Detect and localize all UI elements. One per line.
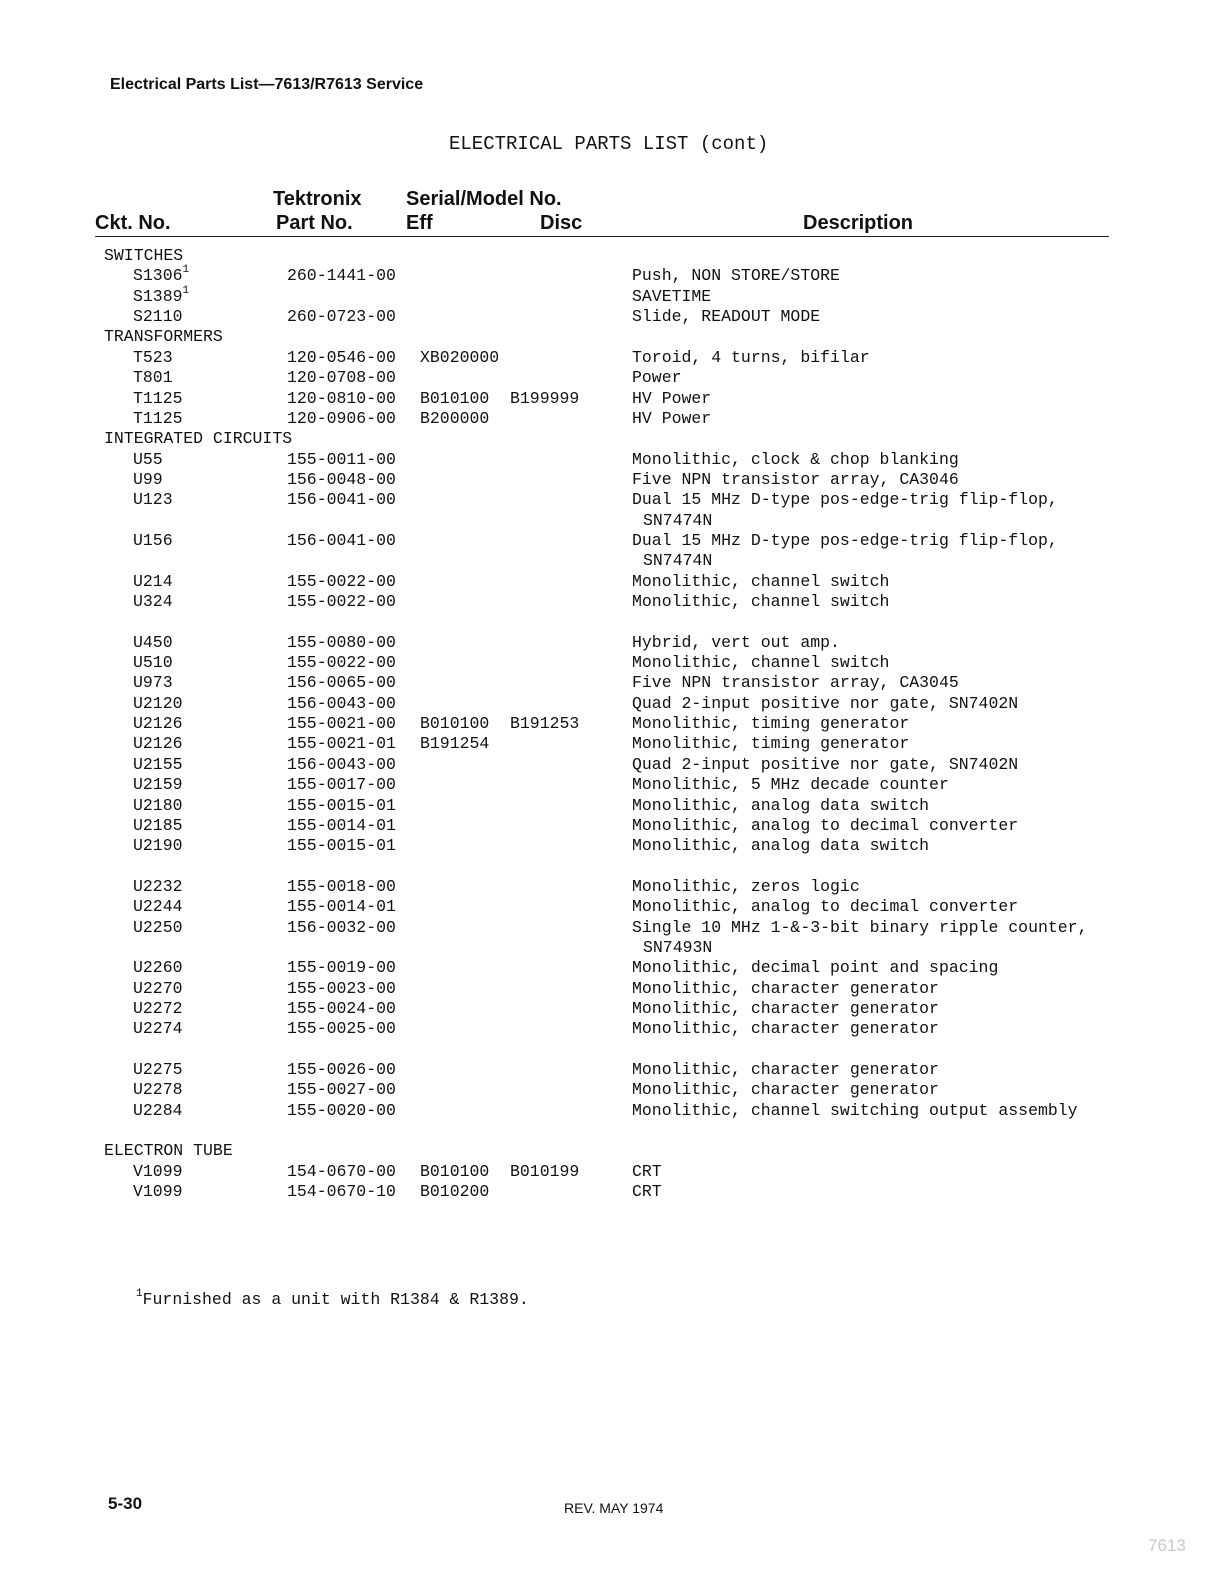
- ckt-no: [133, 450, 163, 469]
- part-no: 156-0048-00: [287, 469, 396, 489]
- table-row: [0, 1040, 1224, 1060]
- table-row: [0, 284, 1224, 307]
- col-header-part-no: Part No.: [276, 212, 353, 234]
- ckt-no-text: U123: [133, 490, 173, 510]
- ckt-no: [133, 348, 173, 367]
- serial-disc: B191253: [510, 714, 580, 733]
- description-continued: SN7493N: [643, 937, 713, 957]
- ckt-no-text: U99: [133, 469, 163, 489]
- description: Monolithic, analog to decimal converter: [632, 897, 1019, 917]
- ckt-no-text: U2126: [133, 734, 183, 754]
- table-row: [0, 450, 1224, 470]
- ckt-no-text: U55: [133, 449, 163, 469]
- table-row: [0, 734, 1224, 754]
- footnote-ref: 1: [182, 284, 190, 297]
- part-no: 155-0022-00: [287, 571, 396, 591]
- part-no: 155-0011-00: [287, 449, 396, 469]
- table-row: [0, 938, 1224, 958]
- ckt-no: [133, 755, 183, 774]
- table-row: [0, 389, 1224, 409]
- table-row: [0, 551, 1224, 571]
- ckt-no-text: S1306: [133, 266, 183, 286]
- ckt-no: [133, 918, 183, 937]
- table-row: [0, 958, 1224, 978]
- description: Monolithic, channel switch: [632, 571, 890, 591]
- col-header-eff: Eff: [406, 212, 433, 234]
- description: Monolithic, decimal point and spacing: [632, 958, 999, 978]
- ckt-no-text: U2120: [133, 693, 183, 713]
- description: HV Power: [632, 388, 712, 408]
- description: Monolithic, character generator: [632, 978, 939, 998]
- table-row: [0, 572, 1224, 592]
- part-no: 154-0670-10: [287, 1182, 396, 1202]
- col-header-ckt: Ckt. No.: [95, 212, 171, 234]
- ckt-no-text: U2272: [133, 999, 183, 1018]
- description: CRT: [632, 1161, 662, 1181]
- ckt-no: [133, 284, 190, 306]
- table-row: [0, 368, 1224, 388]
- table-row: [0, 816, 1224, 836]
- ckt-no: [133, 653, 173, 672]
- ckt-no: [133, 409, 183, 428]
- description: Monolithic, analog to decimal converter: [632, 815, 1019, 835]
- ckt-no: [133, 531, 173, 550]
- ckt-no-text: U2155: [133, 754, 183, 774]
- part-no: 155-0014-01: [287, 815, 396, 835]
- section-heading: TRANSFORMERS: [104, 327, 223, 347]
- serial-eff: B010100: [420, 388, 490, 408]
- description-continued: SN7474N: [643, 510, 713, 530]
- description: Power: [632, 368, 682, 388]
- ckt-no: [133, 836, 183, 855]
- ckt-no: [133, 999, 183, 1018]
- description: Single 10 MHz 1-&-3-bit binary ripple counter,: [632, 917, 1088, 937]
- table-row: [0, 755, 1224, 775]
- ckt-no: [133, 979, 183, 998]
- table-row: [0, 979, 1224, 999]
- description: Monolithic, timing generator: [632, 734, 910, 754]
- part-no: 155-0025-00: [287, 1019, 396, 1039]
- table-row: [0, 1019, 1224, 1039]
- table-row: [0, 266, 1224, 286]
- part-no: 156-0032-00: [287, 917, 396, 937]
- description: Dual 15 MHz D-type pos-edge-trig flip-flop,: [632, 530, 1058, 550]
- ckt-no-text: S2110: [133, 307, 183, 327]
- ckt-no-text: U2159: [133, 775, 183, 795]
- col-header-description: Description: [803, 212, 914, 234]
- ckt-no-text: U2284: [133, 1100, 183, 1120]
- ckt-no: [133, 897, 183, 916]
- description: SAVETIME: [632, 286, 712, 306]
- description: Five NPN transistor array, CA3046: [632, 469, 959, 489]
- part-no: 156-0041-00: [287, 530, 396, 550]
- ckt-no-text: U156: [133, 530, 173, 550]
- ckt-no: [133, 958, 183, 977]
- serial-disc: B199999: [510, 388, 580, 408]
- part-no: 155-0021-01: [287, 734, 396, 754]
- section-heading-row: [0, 246, 1224, 266]
- ckt-no: [133, 368, 173, 387]
- description: Monolithic, analog data switch: [632, 795, 930, 815]
- ckt-no-text: T1125: [133, 408, 183, 428]
- ckt-no-text: U2232: [133, 876, 183, 896]
- description: Monolithic, character generator: [632, 999, 939, 1018]
- table-row: [0, 470, 1224, 490]
- ckt-no: [133, 673, 173, 692]
- description: Monolithic, channel switching output assembly: [632, 1100, 1078, 1120]
- part-no: 155-0023-00: [287, 978, 396, 998]
- description: Push, NON STORE/STORE: [632, 266, 840, 286]
- section-heading: ELECTRON TUBE: [104, 1141, 233, 1161]
- ckt-no-text: U2278: [133, 1080, 183, 1100]
- ckt-no: [133, 1019, 183, 1038]
- page-number: 5-30: [108, 1494, 143, 1513]
- ckt-no: [133, 266, 189, 285]
- section-heading: SWITCHES: [104, 246, 184, 265]
- table-row: [0, 511, 1224, 531]
- serial-eff: B010100: [420, 714, 490, 733]
- part-no: 120-0906-00: [287, 408, 396, 428]
- col-header-tektronix: Tektronix: [273, 188, 362, 210]
- ckt-no: [133, 1182, 183, 1201]
- table-row: [0, 673, 1224, 693]
- description: HV Power: [632, 408, 712, 428]
- col-header-disc: Disc: [540, 212, 583, 234]
- table-row: [0, 409, 1224, 429]
- part-no: 156-0043-00: [287, 754, 396, 774]
- ckt-no-text: U2185: [133, 815, 183, 835]
- section-heading: INTEGRATED CIRCUITS: [104, 429, 293, 449]
- ckt-no: [133, 389, 183, 408]
- part-no: 155-0020-00: [287, 1100, 396, 1120]
- description: Monolithic, timing generator: [632, 714, 910, 733]
- description: Monolithic, character generator: [632, 1019, 939, 1039]
- table-row: [0, 1162, 1224, 1182]
- ckt-no-text: V1099: [133, 1161, 183, 1181]
- part-no: 155-0080-00: [287, 632, 396, 652]
- description: Monolithic, channel switch: [632, 653, 890, 672]
- footnote-ref: 1: [182, 264, 190, 277]
- table-row: [0, 1121, 1224, 1141]
- part-no: 155-0019-00: [287, 958, 396, 978]
- serial-eff: XB020000: [420, 347, 500, 367]
- ckt-no: [133, 1060, 183, 1079]
- part-no: 120-0546-00: [287, 347, 396, 367]
- part-no: 155-0021-00: [287, 714, 396, 733]
- serial-eff: B200000: [420, 408, 490, 428]
- part-no: 260-1441-00: [287, 266, 396, 286]
- ckt-no-text: U2270: [133, 978, 183, 998]
- description: CRT: [632, 1182, 662, 1202]
- ckt-no: [133, 470, 163, 489]
- ckt-no-text: U2250: [133, 917, 183, 937]
- table-row: [0, 490, 1224, 510]
- ckt-no: [133, 1080, 183, 1099]
- ckt-no-text: T523: [133, 347, 173, 367]
- table-row: [0, 307, 1224, 327]
- description: Monolithic, zeros logic: [632, 876, 860, 896]
- col-header-serial: Serial/Model No.: [406, 188, 562, 210]
- ckt-no-text: U510: [133, 653, 173, 672]
- description: Quad 2-input positive nor gate, SN7402N: [632, 754, 1019, 774]
- ckt-no: [133, 572, 173, 591]
- part-no: 155-0026-00: [287, 1060, 396, 1079]
- description: Monolithic, analog data switch: [632, 836, 930, 856]
- description: Monolithic, character generator: [632, 1060, 939, 1079]
- table-row: [0, 348, 1224, 368]
- table-row: [0, 714, 1224, 734]
- serial-eff: B010100: [420, 1161, 490, 1181]
- table-row: [0, 1101, 1224, 1121]
- description: Five NPN transistor array, CA3045: [632, 673, 959, 693]
- table-row: [0, 877, 1224, 897]
- section-heading-row: [0, 1141, 1224, 1161]
- ckt-no: [133, 490, 173, 509]
- part-no: 156-0065-00: [287, 673, 396, 693]
- table-row: [0, 531, 1224, 551]
- ckt-no-text: U450: [133, 632, 173, 652]
- ckt-no: [133, 1162, 183, 1181]
- serial-disc: B010199: [510, 1161, 580, 1181]
- ckt-no-text: S1389: [133, 286, 183, 306]
- list-title: ELECTRICAL PARTS LIST (cont): [449, 133, 769, 155]
- table-row: [0, 796, 1224, 816]
- part-no: 155-0015-01: [287, 836, 396, 856]
- ckt-no-text: U324: [133, 592, 173, 611]
- part-no: 156-0041-00: [287, 490, 396, 510]
- footnote-text: Furnished as a unit with R1384 & R1389.: [142, 1290, 529, 1309]
- table-row: [0, 836, 1224, 856]
- table-row: [0, 857, 1224, 877]
- serial-eff: B010200: [420, 1182, 490, 1202]
- ckt-no-text: U2274: [133, 1019, 183, 1039]
- ckt-no-text: U973: [133, 673, 173, 693]
- ckt-no: [133, 796, 183, 815]
- watermark: 7613: [1148, 1536, 1186, 1555]
- serial-eff: B191254: [420, 734, 490, 754]
- ckt-no-text: U2244: [133, 897, 183, 917]
- ckt-no-text: U2126: [133, 714, 183, 733]
- table-row: [0, 1182, 1224, 1202]
- description: Hybrid, vert out amp.: [632, 632, 840, 652]
- table-row: [0, 633, 1224, 653]
- description: Toroid, 4 turns, bifilar: [632, 347, 870, 367]
- ckt-no: [133, 775, 183, 794]
- ckt-no-text: U214: [133, 571, 173, 591]
- part-no: 155-0017-00: [287, 775, 396, 795]
- table-row: [0, 897, 1224, 917]
- ckt-no: [133, 734, 183, 753]
- footnote: [136, 1290, 529, 1309]
- part-no: 155-0022-00: [287, 653, 396, 672]
- ckt-no-text: T1125: [133, 388, 183, 408]
- table-row: [0, 653, 1224, 673]
- table-row: [0, 775, 1224, 795]
- part-no: 120-0810-00: [287, 388, 396, 408]
- ckt-no: [133, 694, 183, 713]
- table-row: [0, 1060, 1224, 1080]
- footnote-mark: 1: [136, 1288, 143, 1300]
- part-no: 155-0024-00: [287, 999, 396, 1018]
- part-no: 156-0043-00: [287, 693, 396, 713]
- ckt-no-text: U2180: [133, 795, 183, 815]
- part-no: 155-0018-00: [287, 876, 396, 896]
- part-no: 155-0022-00: [287, 592, 396, 611]
- description: Quad 2-input positive nor gate, SN7402N: [632, 693, 1019, 713]
- description-continued: SN7474N: [643, 551, 713, 571]
- ckt-no: [133, 1101, 183, 1120]
- ckt-no: [133, 307, 183, 326]
- description: Monolithic, channel switch: [632, 592, 890, 611]
- description: Monolithic, clock & chop blanking: [632, 449, 959, 469]
- part-no: 260-0723-00: [287, 307, 396, 327]
- ckt-no-text: V1099: [133, 1182, 183, 1202]
- description: Dual 15 MHz D-type pos-edge-trig flip-flop,: [632, 490, 1058, 510]
- part-no: 155-0027-00: [287, 1080, 396, 1100]
- ckt-no: [133, 633, 173, 652]
- description: Monolithic, character generator: [632, 1080, 939, 1100]
- table-row: [0, 592, 1224, 612]
- table-row: [0, 918, 1224, 938]
- ckt-no: [133, 592, 173, 611]
- revision-date: REV. MAY 1974: [564, 1500, 664, 1516]
- part-no: 154-0670-00: [287, 1161, 396, 1181]
- ckt-no: [133, 714, 183, 733]
- description: Slide, READOUT MODE: [632, 307, 821, 327]
- header-rule: [95, 236, 1109, 237]
- part-no: 120-0708-00: [287, 368, 396, 388]
- part-no: 155-0015-01: [287, 795, 396, 815]
- ckt-no-text: U2260: [133, 958, 183, 978]
- ckt-no-text: U2275: [133, 1060, 183, 1079]
- ckt-no-text: T801: [133, 368, 173, 388]
- part-no: 155-0014-01: [287, 897, 396, 917]
- table-row: [0, 612, 1224, 632]
- running-header: Electrical Parts List—7613/R7613 Service: [110, 76, 424, 93]
- table-row: [0, 1080, 1224, 1100]
- section-heading-row: [0, 327, 1224, 347]
- ckt-no-text: U2190: [133, 836, 183, 856]
- description: Monolithic, 5 MHz decade counter: [632, 775, 949, 795]
- table-row: [0, 694, 1224, 714]
- section-heading-row: [0, 429, 1224, 449]
- ckt-no: [133, 877, 183, 896]
- ckt-no: [133, 816, 183, 835]
- table-row: [0, 999, 1224, 1019]
